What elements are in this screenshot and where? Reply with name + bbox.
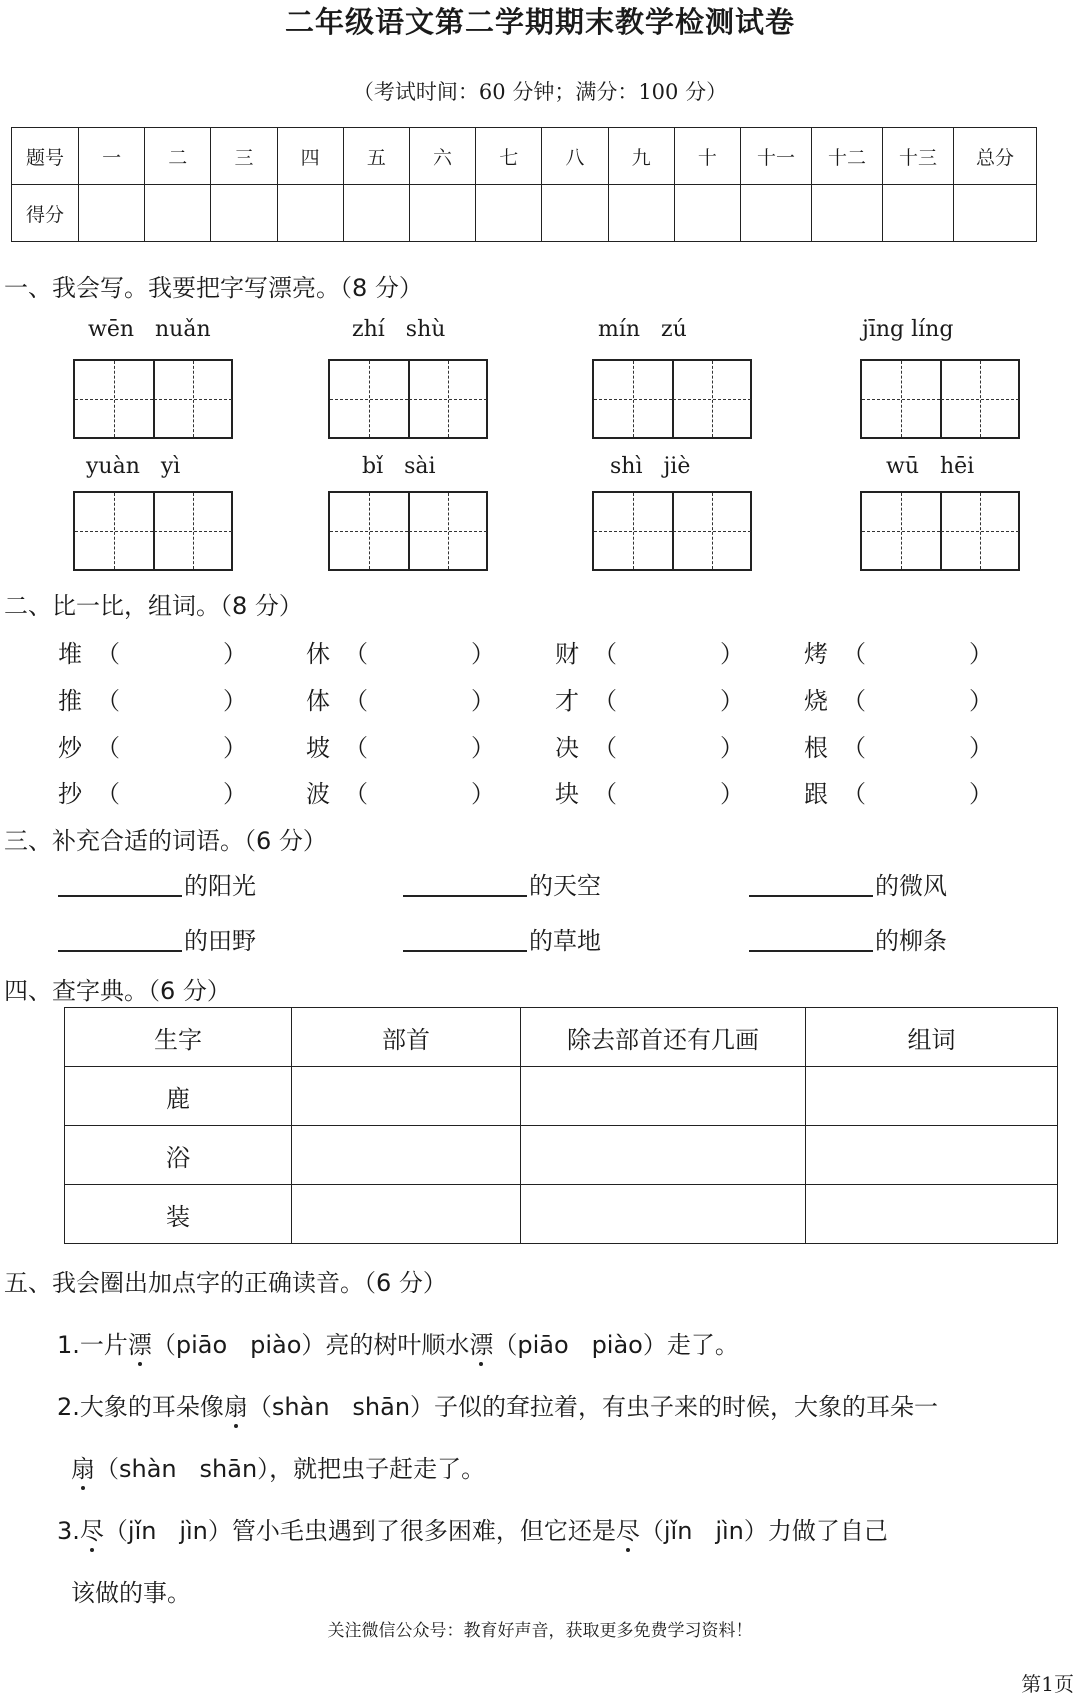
footer-note: 关注微信公众号：教育好声音，获取更多免费学习资料！ bbox=[327, 1621, 753, 1641]
page-number: 第1页 bbox=[1021, 1672, 1074, 1696]
q1-text: （piāo piào）走了。 bbox=[493, 1331, 739, 1359]
score-header-cell: 十 bbox=[674, 128, 740, 185]
score-header-cell: 二 bbox=[145, 128, 211, 185]
writing-grid[interactable] bbox=[592, 359, 752, 439]
phrase-suffix: 的草地 bbox=[529, 927, 601, 955]
score-cell[interactable] bbox=[277, 185, 343, 242]
open-paren: （ bbox=[96, 687, 120, 715]
section1-title: 一、我会写。我要把字写漂亮。（8 分） bbox=[4, 274, 423, 302]
page-title: 二年级语文第二学期期末教学检测试卷 bbox=[284, 5, 795, 39]
dict-row bbox=[65, 1185, 1058, 1244]
compare-word: 块 bbox=[555, 780, 579, 808]
dict-row bbox=[65, 1067, 1058, 1126]
compare-word: 烤 bbox=[804, 640, 828, 668]
score-header-cell: 八 bbox=[542, 128, 608, 185]
dict-answer-cell[interactable] bbox=[521, 1185, 806, 1244]
open-paren: （ bbox=[842, 780, 866, 808]
open-paren: （ bbox=[842, 687, 866, 715]
dotted-char: 漂 bbox=[469, 1325, 493, 1360]
question-3 bbox=[57, 1511, 888, 1546]
answer-blank[interactable] bbox=[403, 895, 527, 897]
open-paren: （ bbox=[96, 780, 120, 808]
answer-blank[interactable] bbox=[58, 895, 182, 897]
score-header-cell: 四 bbox=[277, 128, 343, 185]
writing-grid[interactable] bbox=[73, 359, 233, 439]
dotted-char: 尽 bbox=[80, 1511, 104, 1546]
score-cell[interactable] bbox=[542, 185, 608, 242]
dict-answer-cell[interactable] bbox=[806, 1067, 1058, 1126]
pinyin-label: wū hēi bbox=[886, 454, 975, 479]
score-cell[interactable] bbox=[476, 185, 542, 242]
score-cell[interactable] bbox=[145, 185, 211, 242]
score-cell[interactable] bbox=[741, 185, 812, 242]
score-header-cell: 三 bbox=[211, 128, 277, 185]
q1-text: 1.一片 bbox=[57, 1331, 128, 1359]
dict-header-cell: 生字 bbox=[65, 1008, 292, 1067]
section2-title: 二、比一比，组词。（8 分） bbox=[4, 592, 303, 620]
close-paren: ） bbox=[471, 687, 495, 715]
open-paren: （ bbox=[344, 734, 368, 762]
answer-blank[interactable] bbox=[749, 950, 873, 952]
phrase-suffix: 的田野 bbox=[184, 927, 256, 955]
exam-info: （考试时间：60 分钟；满分：100 分） bbox=[352, 80, 728, 104]
score-header-cell: 总分 bbox=[954, 128, 1037, 185]
compare-word: 根 bbox=[804, 734, 828, 762]
dict-answer-cell[interactable] bbox=[521, 1067, 806, 1126]
dict-header-cell: 组词 bbox=[806, 1008, 1058, 1067]
score-header-cell: 题号 bbox=[12, 128, 79, 185]
dictionary-table bbox=[64, 1007, 1058, 1244]
score-header-cell: 十三 bbox=[883, 128, 954, 185]
writing-grid[interactable] bbox=[860, 359, 1020, 439]
open-paren: （ bbox=[593, 780, 617, 808]
writing-grid[interactable] bbox=[328, 359, 488, 439]
score-cell[interactable] bbox=[343, 185, 409, 242]
open-paren: （ bbox=[96, 640, 120, 668]
dict-char: 鹿 bbox=[65, 1067, 292, 1126]
compare-word: 决 bbox=[555, 734, 579, 762]
close-paren: ） bbox=[223, 640, 247, 668]
close-paren: ） bbox=[969, 687, 993, 715]
score-cell[interactable] bbox=[608, 185, 674, 242]
score-cell[interactable] bbox=[883, 185, 954, 242]
q1-text: （piāo piào）亮的树叶顺水 bbox=[151, 1331, 470, 1359]
pinyin-label: wēn nuǎn bbox=[88, 317, 211, 342]
score-table bbox=[11, 127, 1037, 242]
score-header-cell: 九 bbox=[608, 128, 674, 185]
q3-text: （jǐn jìn）管小毛虫遇到了很多困难，但它还是 bbox=[103, 1517, 616, 1545]
close-paren: ） bbox=[223, 780, 247, 808]
phrase-suffix: 的天空 bbox=[529, 872, 601, 900]
open-paren: （ bbox=[593, 734, 617, 762]
open-paren: （ bbox=[344, 780, 368, 808]
score-cell[interactable] bbox=[812, 185, 883, 242]
dict-row bbox=[65, 1126, 1058, 1185]
writing-grid[interactable] bbox=[860, 491, 1020, 571]
compare-word: 坡 bbox=[306, 734, 330, 762]
close-paren: ） bbox=[720, 780, 744, 808]
pinyin-label: shì jiè bbox=[610, 454, 691, 479]
open-paren: （ bbox=[842, 734, 866, 762]
compare-word: 体 bbox=[306, 687, 330, 715]
close-paren: ） bbox=[471, 640, 495, 668]
dotted-char: 扇 bbox=[224, 1387, 248, 1422]
dotted-char: 扇 bbox=[71, 1449, 95, 1484]
compare-word: 推 bbox=[58, 687, 82, 715]
question-1 bbox=[57, 1325, 739, 1360]
phrase-suffix: 的柳条 bbox=[875, 927, 947, 955]
compare-word: 才 bbox=[555, 687, 579, 715]
q2-text: （shàn shān），就把虫子赶走了。 bbox=[95, 1455, 486, 1483]
dict-header-cell: 除去部首还有几画 bbox=[521, 1008, 806, 1067]
q3-text: （jǐn jìn）力做了自己 bbox=[639, 1517, 888, 1545]
score-cell[interactable] bbox=[674, 185, 740, 242]
dict-answer-cell[interactable] bbox=[292, 1185, 521, 1244]
section3-title: 三、补充合适的词语。（6 分） bbox=[4, 827, 327, 855]
dict-answer-cell[interactable] bbox=[806, 1185, 1058, 1244]
score-header-cell: 十二 bbox=[812, 128, 883, 185]
section4-title: 四、查字典。（6 分） bbox=[4, 977, 231, 1005]
close-paren: ） bbox=[471, 780, 495, 808]
close-paren: ） bbox=[969, 640, 993, 668]
phrase-suffix: 的微风 bbox=[875, 872, 947, 900]
pinyin-label: jīng líng bbox=[862, 317, 954, 342]
score-row-label: 得分 bbox=[12, 185, 79, 242]
close-paren: ） bbox=[720, 640, 744, 668]
compare-word: 财 bbox=[555, 640, 579, 668]
score-header-cell: 七 bbox=[476, 128, 542, 185]
question-2 bbox=[57, 1387, 938, 1422]
close-paren: ） bbox=[223, 734, 247, 762]
q3-text: 3. bbox=[57, 1517, 80, 1545]
dict-header-row bbox=[65, 1008, 1058, 1067]
compare-word: 炒 bbox=[58, 734, 82, 762]
score-value-row bbox=[12, 185, 1037, 242]
compare-word: 抄 bbox=[58, 780, 82, 808]
open-paren: （ bbox=[344, 687, 368, 715]
dotted-char: 漂 bbox=[128, 1325, 152, 1360]
dict-answer-cell[interactable] bbox=[806, 1126, 1058, 1185]
phrase-suffix: 的阳光 bbox=[184, 872, 256, 900]
writing-grid[interactable] bbox=[592, 491, 752, 571]
compare-word: 堆 bbox=[58, 640, 82, 668]
writing-grid[interactable] bbox=[328, 491, 488, 571]
score-header-cell: 十一 bbox=[741, 128, 812, 185]
compare-word: 休 bbox=[306, 640, 330, 668]
close-paren: ） bbox=[223, 687, 247, 715]
pinyin-label: yuàn yì bbox=[86, 454, 181, 479]
answer-blank[interactable] bbox=[58, 950, 182, 952]
dict-answer-cell[interactable] bbox=[292, 1126, 521, 1185]
answer-blank[interactable] bbox=[403, 950, 527, 952]
open-paren: （ bbox=[344, 640, 368, 668]
open-paren: （ bbox=[96, 734, 120, 762]
close-paren: ） bbox=[969, 780, 993, 808]
section5-title: 五、我会圈出加点字的正确读音。（6 分） bbox=[4, 1269, 447, 1297]
score-cell[interactable] bbox=[79, 185, 145, 242]
close-paren: ） bbox=[969, 734, 993, 762]
score-cell[interactable] bbox=[954, 185, 1037, 242]
q2-text: （shàn shān）子似的耷拉着，有虫子来的时候，大象的耳朵一 bbox=[247, 1393, 939, 1421]
close-paren: ） bbox=[720, 734, 744, 762]
dict-char: 浴 bbox=[65, 1126, 292, 1185]
open-paren: （ bbox=[593, 640, 617, 668]
pinyin-label: mín zú bbox=[598, 317, 687, 342]
question-3-continued: 该做的事。 bbox=[71, 1579, 191, 1607]
dict-answer-cell[interactable] bbox=[292, 1067, 521, 1126]
compare-word: 跟 bbox=[804, 780, 828, 808]
score-header-cell: 六 bbox=[409, 128, 475, 185]
open-paren: （ bbox=[593, 687, 617, 715]
pinyin-label: zhí shù bbox=[352, 317, 446, 342]
close-paren: ） bbox=[471, 734, 495, 762]
writing-grid[interactable] bbox=[73, 491, 233, 571]
close-paren: ） bbox=[720, 687, 744, 715]
pinyin-label: bǐ sài bbox=[362, 454, 436, 479]
compare-word: 波 bbox=[306, 780, 330, 808]
score-header-row bbox=[12, 128, 1037, 185]
q2-text: 2.大象的耳朵像 bbox=[57, 1393, 224, 1421]
answer-blank[interactable] bbox=[749, 895, 873, 897]
question-2-continued bbox=[71, 1449, 485, 1484]
dict-header-cell: 部首 bbox=[292, 1008, 521, 1067]
dict-answer-cell[interactable] bbox=[521, 1126, 806, 1185]
score-cell[interactable] bbox=[409, 185, 475, 242]
dotted-char: 尽 bbox=[616, 1511, 640, 1546]
score-header-cell: 一 bbox=[79, 128, 145, 185]
open-paren: （ bbox=[842, 640, 866, 668]
score-header-cell: 五 bbox=[343, 128, 409, 185]
compare-word: 烧 bbox=[804, 687, 828, 715]
score-cell[interactable] bbox=[211, 185, 277, 242]
dict-char: 装 bbox=[65, 1185, 292, 1244]
